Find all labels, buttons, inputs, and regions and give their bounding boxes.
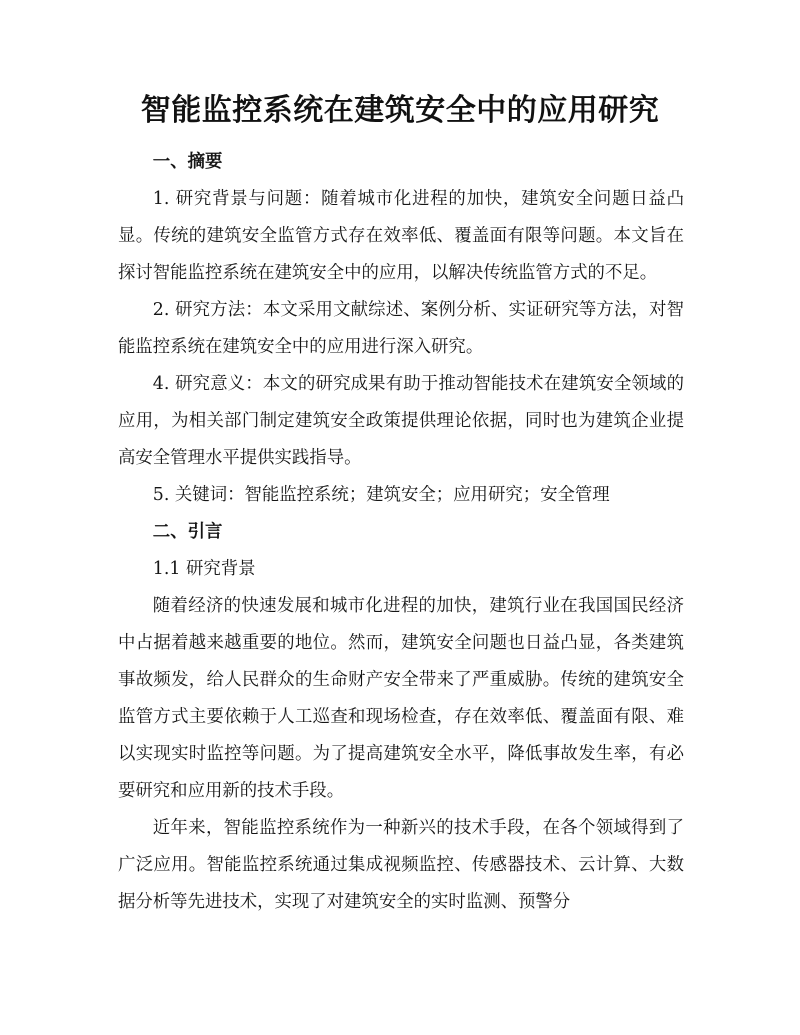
abstract-item-methods: 2. 研究方法：本文采用文献综述、案例分析、实证研究等方法，对智能监控系统在建筑安全中的应用进行深入研究。 xyxy=(118,300,684,357)
document-title: 智能监控系统在建筑安全中的应用研究 xyxy=(140,93,660,128)
abstract-item-background: 1. 研究背景与问题：随着城市化进程的加快，建筑安全问题日益凸显。传统的建筑安全监管方式存在效率低、覆盖面有限等问题。本文旨在探讨智能监控系统在建筑安全中的应用，以解决传统监管方式的不足。 xyxy=(118,189,684,283)
abstract-item-keywords: 5. 关键词：智能监控系统；建筑安全；应用研究；安全管理 xyxy=(152,485,610,505)
document-body xyxy=(118,144,684,921)
introduction-paragraph-background: 随着经济的快速发展和城市化进程的加快，建筑行业在我国国民经济中占据着越来越重要的地位。然而，建筑安全问题也日益凸显，各类建筑事故频发，给人民群众的生命财产安全带来了严重威胁。传统的建筑安全监管方式主要依赖于人工巡查和现场检查，存在效率低、覆盖面有限、难以实现实时监控等问题。为了提高建筑安全水平，降低事故发生率，有必要研究和应用新的技术手段。 xyxy=(118,596,684,801)
introduction-heading: 二、引言 xyxy=(152,522,223,542)
introduction-subheading: 1.1 研究背景 xyxy=(152,559,256,579)
abstract-heading: 一、摘要 xyxy=(152,152,223,172)
abstract-item-significance: 4. 研究意义：本文的研究成果有助于推动智能技术在建筑安全领域的应用，为相关部门制定建筑安全政策提供理论依据，同时也为建筑企业提高安全管理水平提供实践指导。 xyxy=(118,374,684,468)
introduction-paragraph-smart-monitoring: 近年来，智能监控系统作为一种新兴的技术手段，在各个领域得到了广泛应用。智能监控系统通过集成视频监控、传感器技术、云计算、大数据分析等先进技术，实现了对建筑安全的实时监测、预警分 xyxy=(118,818,684,912)
